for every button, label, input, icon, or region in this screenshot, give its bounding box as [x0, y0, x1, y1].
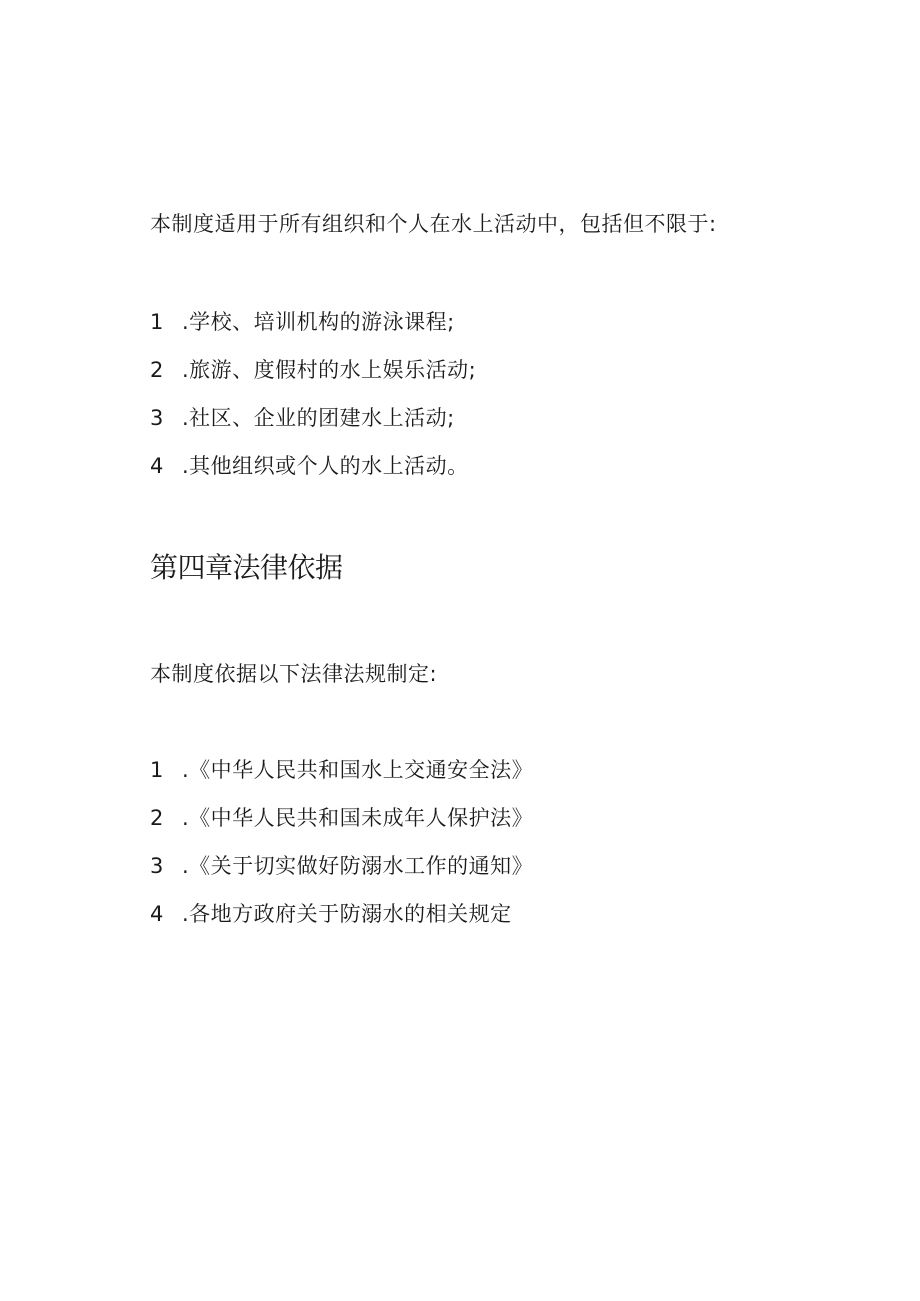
scope-list-item	[150, 356, 476, 384]
list-item-number: 4	[150, 902, 164, 926]
list-item-text: .旅游、度假村的水上娱乐活动;	[182, 358, 477, 382]
list-item-text: .各地方政府关于防溺水的相关规定	[182, 902, 512, 926]
list-item-number: 3	[150, 406, 164, 430]
list-item-text: .其他组织或个人的水上活动。	[182, 454, 469, 478]
list-item-number: 3	[150, 854, 164, 878]
list-item-number: 2	[150, 806, 164, 830]
scope-list-item	[150, 404, 455, 432]
legal-basis-intro-paragraph: 本制度依据以下法律法规制定:	[150, 662, 438, 686]
list-item-text: .《中华人民共和国未成年人保护法》	[182, 806, 534, 830]
list-item-text: .学校、培训机构的游泳课程;	[182, 310, 455, 334]
scope-list-item	[150, 308, 455, 336]
law-list-item	[150, 804, 533, 832]
chapter-heading: 第四章法律依据	[150, 551, 343, 584]
law-list-item	[150, 852, 533, 880]
list-item-number: 1	[150, 310, 164, 334]
list-item-number: 1	[150, 758, 164, 782]
law-list-item	[150, 900, 512, 928]
list-item-number: 4	[150, 454, 164, 478]
list-item-number: 2	[150, 358, 164, 382]
scope-intro-paragraph: 本制度适用于所有组织和个人在水上活动中，包括但不限于:	[150, 212, 717, 236]
list-item-text: .社区、企业的团建水上活动;	[182, 406, 455, 430]
list-item-text: .《中华人民共和国水上交通安全法》	[182, 758, 534, 782]
list-item-text: .《关于切实做好防溺水工作的通知》	[182, 854, 534, 878]
scope-list-item	[150, 452, 469, 480]
law-list-item	[150, 756, 533, 784]
